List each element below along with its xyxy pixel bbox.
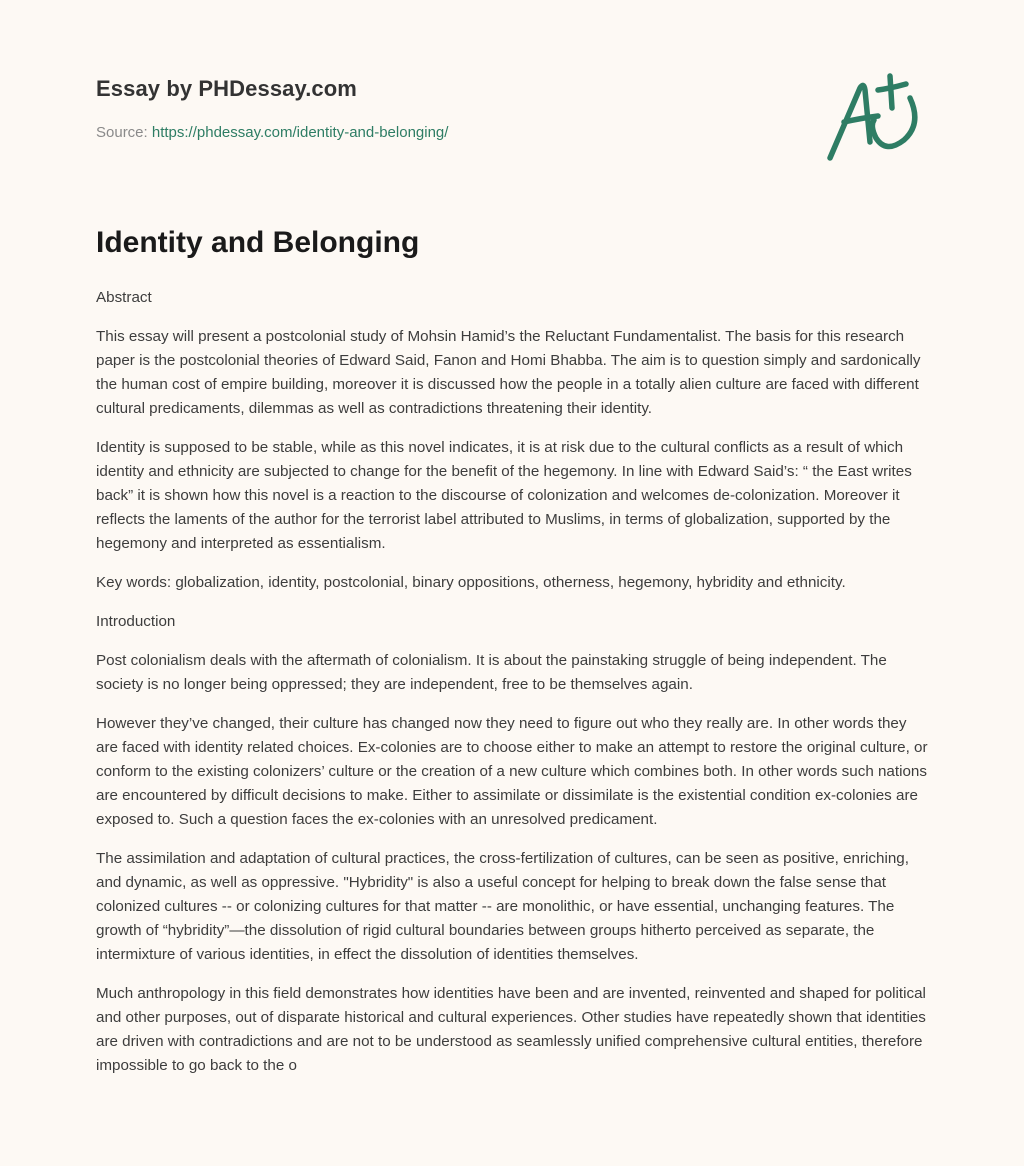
paragraph: Much anthropology in this field demonstrates how identities have been and are invented, reinvented and shaped for political and other purposes, out of disparate historical and cultural experiences. Other studies have repeatedly shown that identities are driven with contradictions and are not to be understood as seamlessly unified comprehensive cultural entities, therefore impossible to go back to the o [96, 985, 926, 1074]
a-plus-grade-icon [820, 64, 930, 168]
keywords-paragraph: Key words: globalization, identity, postcolonial, binary oppositions, otherness, hegemony, hybridity and ethnicity. [96, 574, 846, 591]
paragraph: Post colonialism deals with the aftermath of colonialism. It is about the painstaking struggle of being independent. The society is no longer being oppressed; they are independent, free to be themselves again. [96, 652, 887, 693]
paragraph: However they’ve changed, their culture has changed now they need to figure out who they really are. In other words they are faced with identity related choices. Ex-colonies are to choose either to make an attempt to restore the original culture, or conform to the existing colonizers’ culture or the creation of a new culture which combines both. In other words such nations are encountered by difficult decisions to make. Either to assimilate or dissimilate is the existential condition ex-colonies are exposed to. Such a question faces the ex-colonies with an unresolved predicament. [96, 715, 928, 828]
section-label-introduction: Introduction [96, 613, 176, 630]
source-line [96, 124, 448, 141]
section-label-abstract: Abstract [96, 289, 152, 306]
paragraph: The assimilation and adaptation of cultural practices, the cross-fertilization of cultures, can be seen as positive, enriching, and dynamic, as well as oppressive. "Hybridity" is also a useful concept for helping to break down the false sense that colonized cultures -- or colonizing cultures for that matter -- are monolithic, or have essential, unchanging features. The growth of “hybridity”—the dissolution of rigid cultural boundaries between groups hitherto perceived as separate, the intermixture of various identities, in effect the dissolution of identities themselves. [96, 850, 909, 963]
source-label: Source: [96, 124, 148, 141]
site-title: Essay by PHDessay.com [96, 76, 357, 101]
document-title: Identity and Belonging [96, 226, 420, 259]
paragraph: This essay will present a postcolonial study of Mohsin Hamid’s the Reluctant Fundamentalist. The basis for this research paper is the postcolonial theories of Edward Said, Fanon and Homi Bhabba. The aim is to question simply and sardonically the human cost of empire building, moreover it is discussed how the people in a totally alien culture are faced with different cultural predicaments, dilemmas as well as contradictions threatening their identity. [96, 328, 921, 417]
source-link[interactable]: https://phdessay.com/identity-and-belonging/ [151, 124, 449, 141]
document-body [96, 286, 932, 1093]
paragraph: Identity is supposed to be stable, while as this novel indicates, it is at risk due to the cultural conflicts as a result of which identity and ethnicity are subjected to change for the benefit of the hegemony. In line with Edward Said’s: “ the East writes back” it is shown how this novel is a reaction to the discourse of colonization and welcomes de-colonization. Moreover it reflects the laments of the author for the terrorist label attributed to Muslims, in terms of globalization, supported by the hegemony and interpreted as essentialism. [96, 439, 912, 552]
